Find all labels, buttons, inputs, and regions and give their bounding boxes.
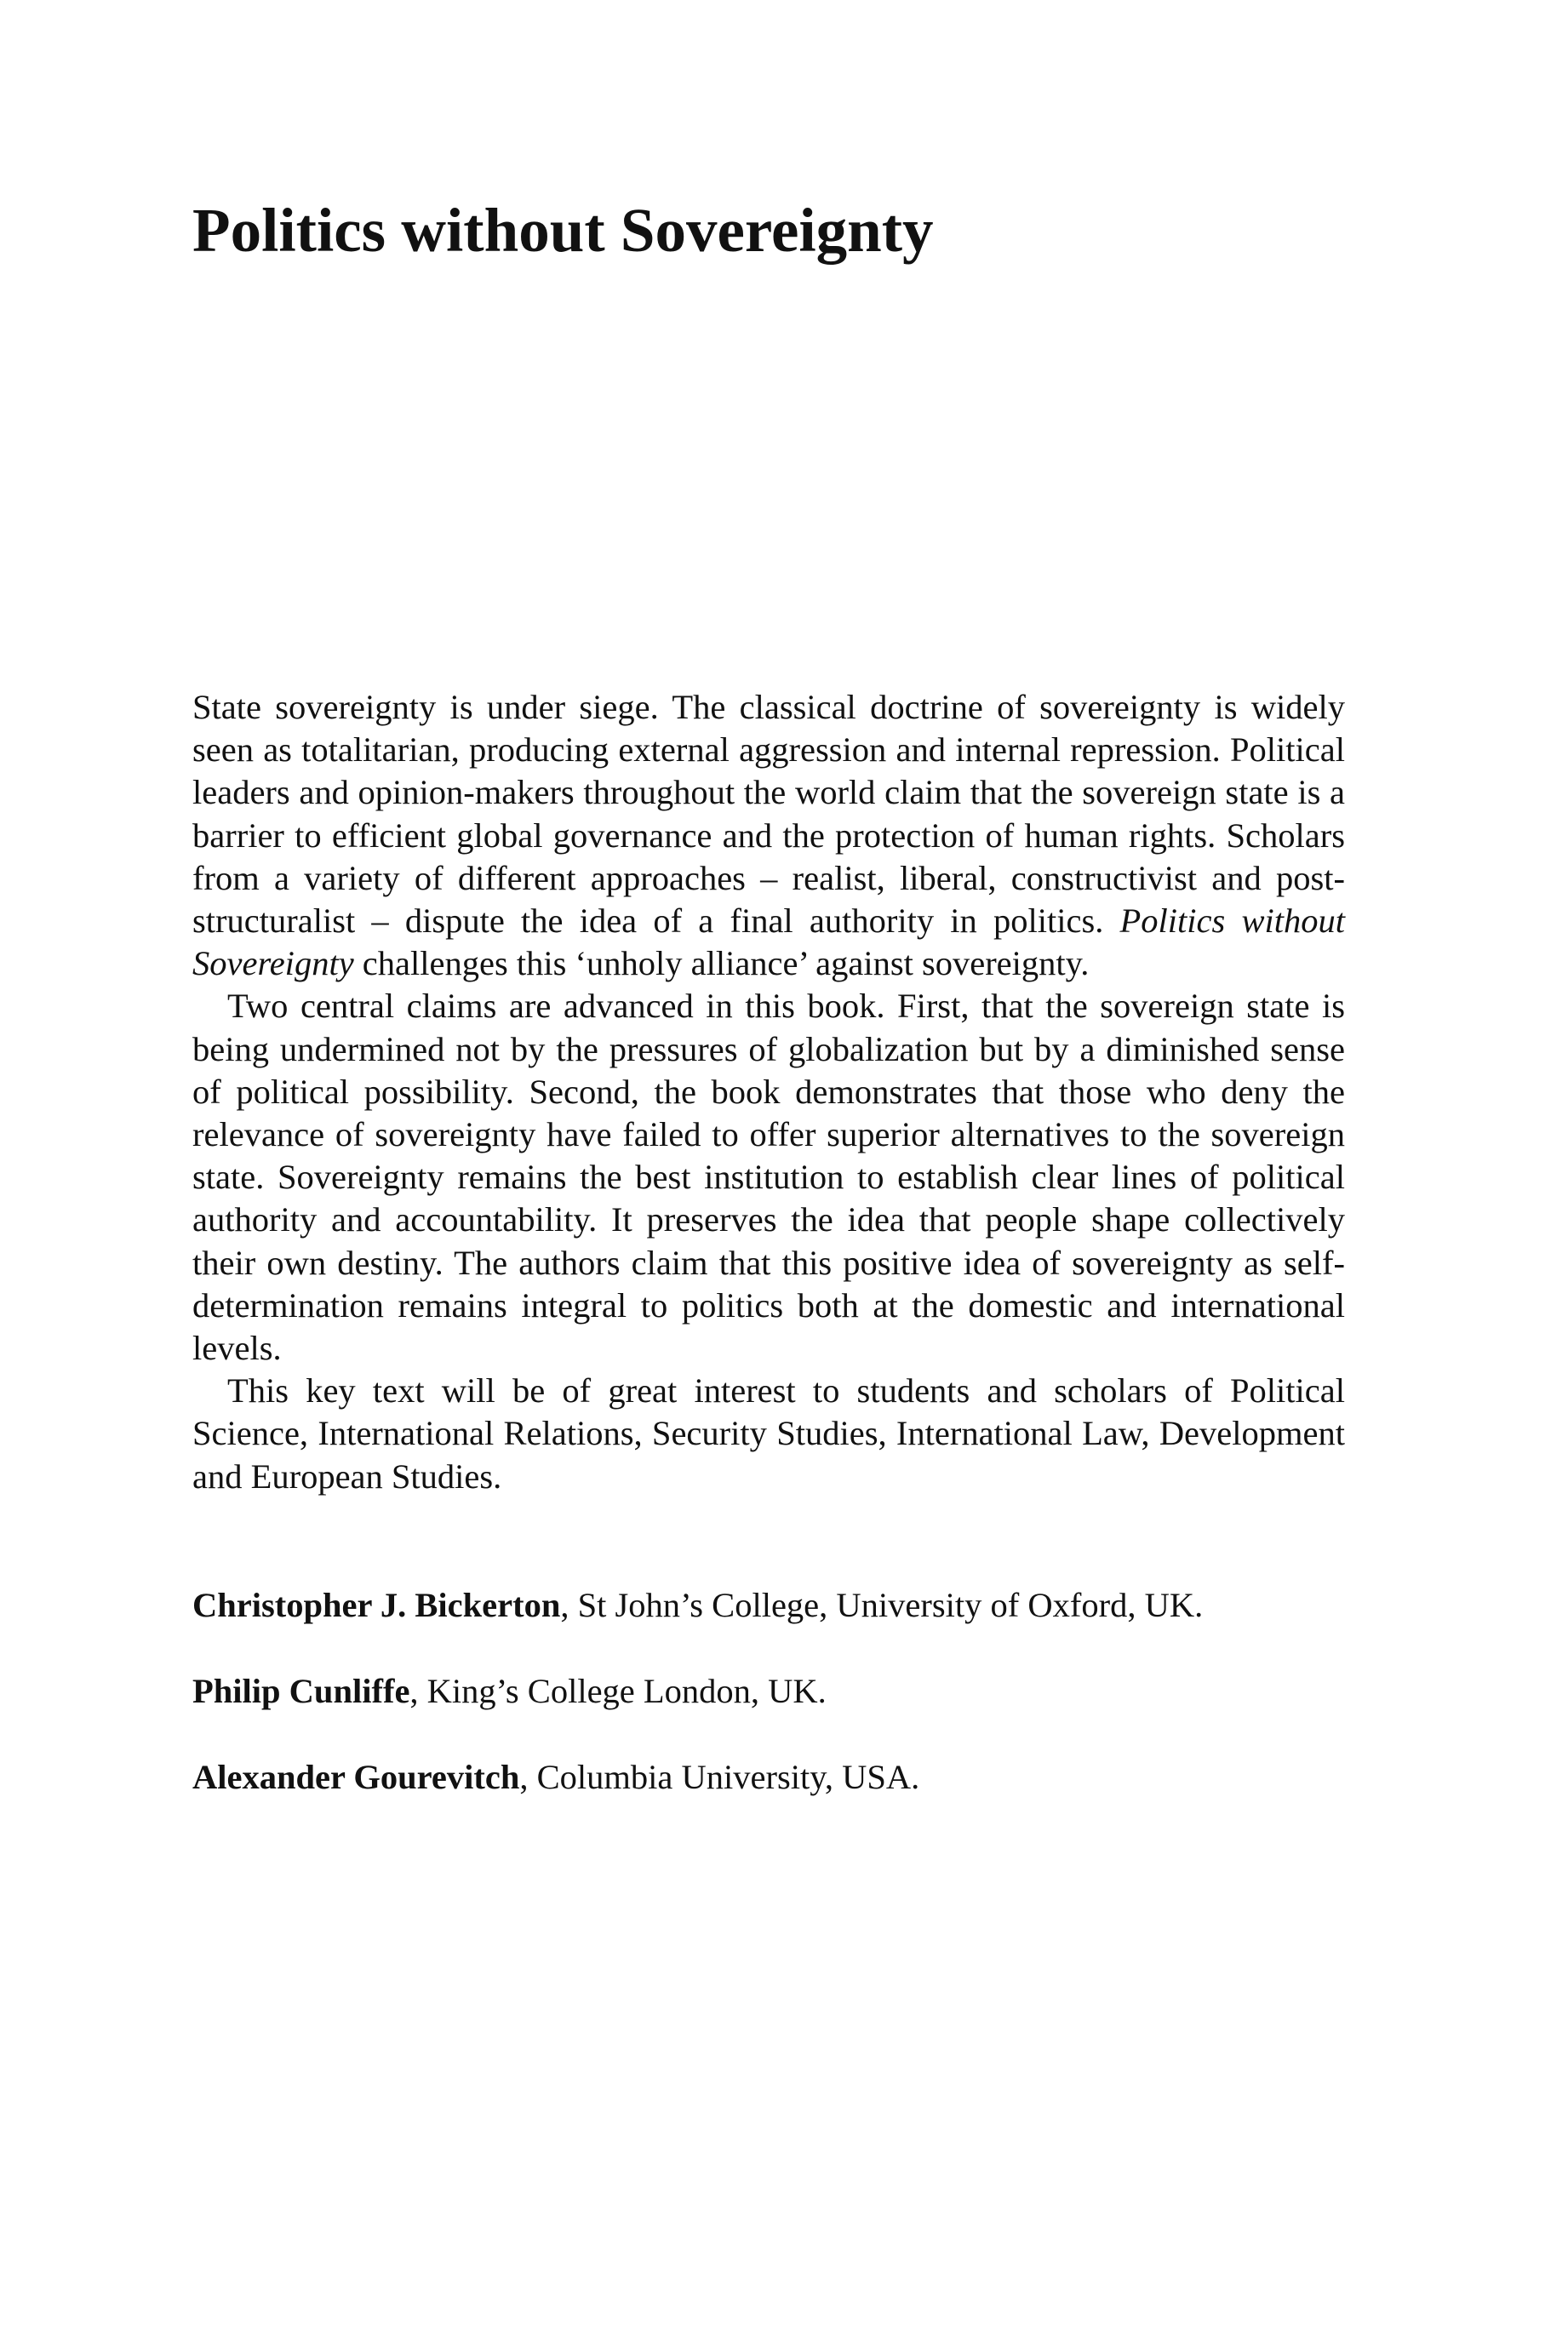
author-affiliation: , King’s College London, UK. [409,1672,827,1710]
author-affiliation: , St John’s College, University of Oxford, UK. [560,1586,1204,1624]
author-name: Christopher J. Bickerton [192,1586,561,1624]
description-paragraph-1 [192,686,1345,985]
author-list [192,1584,1345,1842]
author-entry [192,1584,1345,1627]
author-entry [192,1670,1345,1713]
author-name: Philip Cunliffe [192,1672,410,1710]
author-affiliation: , Columbia University, USA. [519,1758,920,1796]
description-p1-text: State sovereignty is under siege. The classical doctrine of sovereignty is widely seen as totalitarian, producing external aggression and internal repression. Political leaders and opinion-makers throughout the world claim that the sovereign state is a barrier to efficient global governance and the protection of human rights. Scholars from a variety of different approaches – realist, liberal, constructivist and post-structuralist – dispute the idea of a final authority in politics. [192,688,1345,941]
description-paragraph-3: This key text will be of great interest to students and scholars of Political Science, International Relations, Security Studies, International Law, Development and European Studies. [192,1371,1345,1496]
description-p1-text-end: challenges this ‘unholy alliance’ against sovereignty. [353,944,1090,983]
book-title: Politics without Sovereignty [192,196,934,265]
description-paragraph-2: Two central claims are advanced in this book. First, that the sovereign state is being undermined not by the pressures of globalization but by a diminished sense of political possibility. Second, the book demonstrates that those who deny the relevance of sovereignty have failed to offer superior alternatives to the sovereign state. Sovereignty remains the best institution to establish clear lines of political authority and accountability. It preserves the idea that people shape collectively their own destiny. The authors claim that this positive idea of sovereignty as self-determination remains integral to politics both at the domestic and international levels. [192,987,1345,1368]
author-entry [192,1756,1345,1799]
description-p1-italic-title: Politics without Sovereignty [192,901,1345,983]
author-name: Alexander Gourevitch [192,1758,520,1796]
book-description [192,686,1345,1498]
